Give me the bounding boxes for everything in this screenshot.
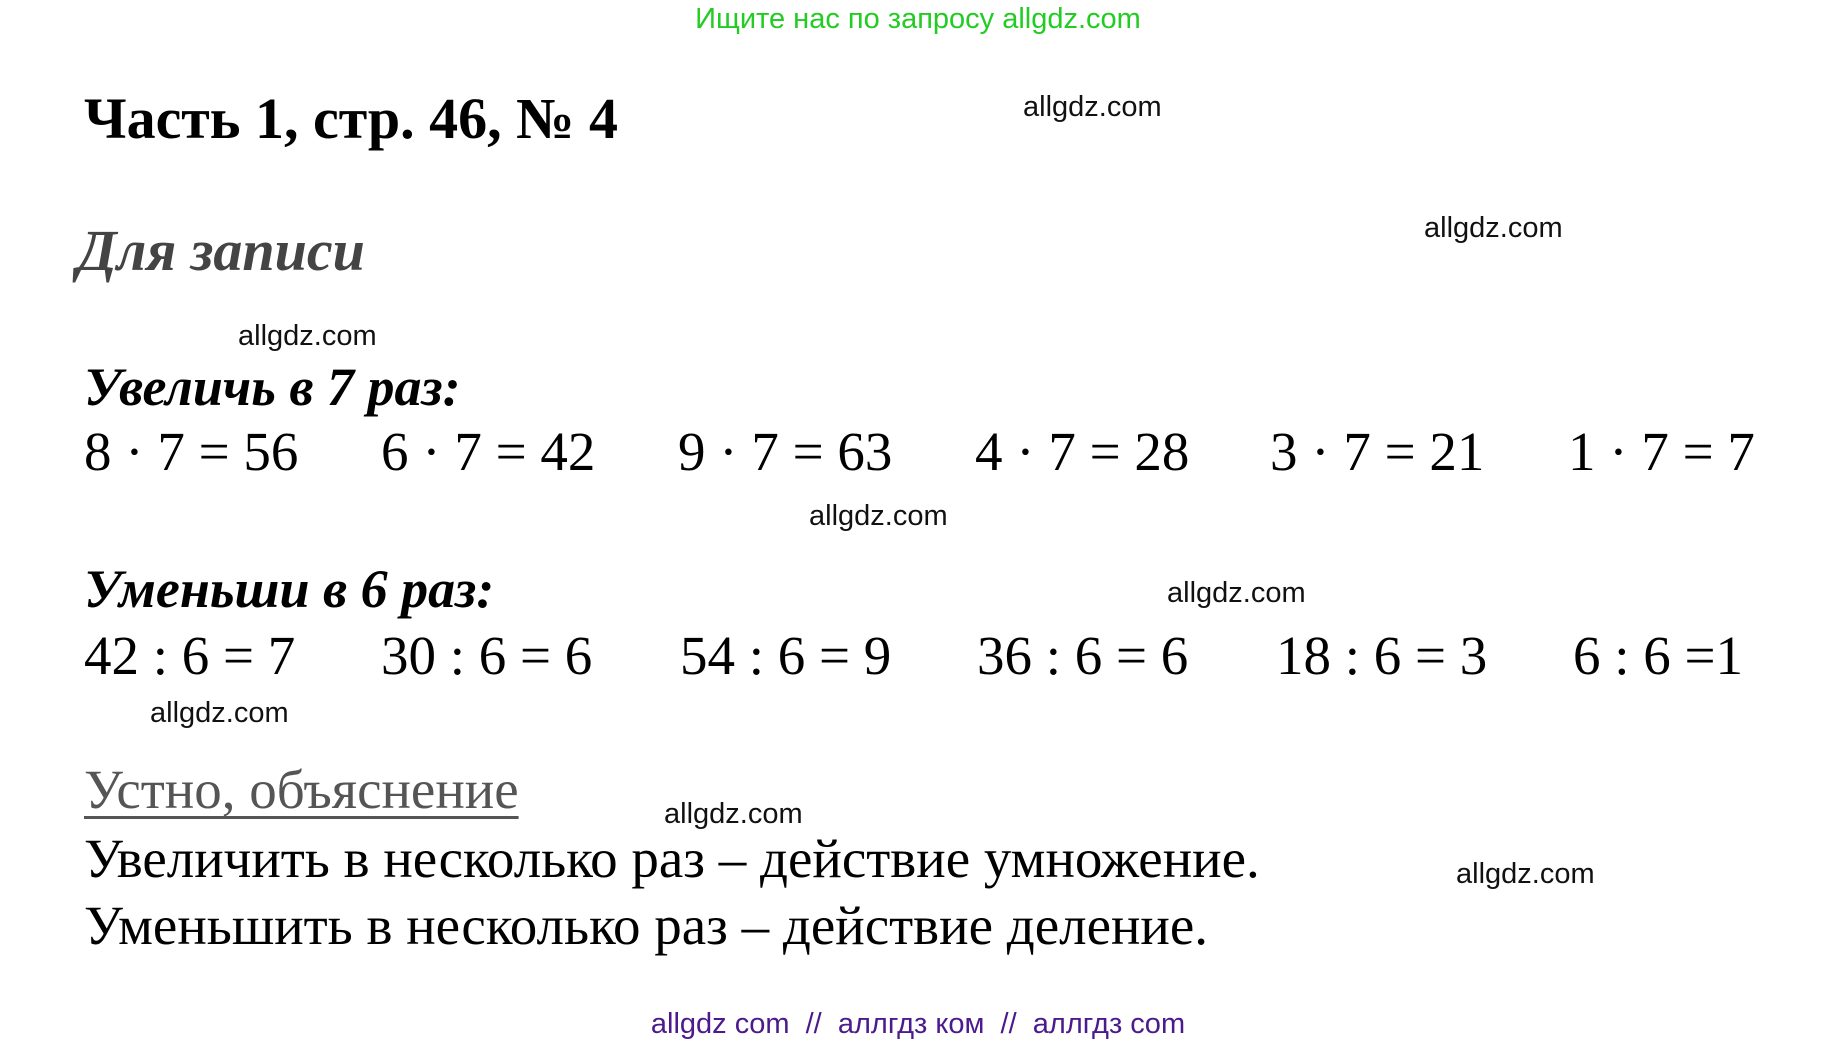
equation: 1 · 7 = 7 <box>1568 421 1755 482</box>
explanation-line: Увеличить в несколько раз – действие умножение. <box>84 828 1260 889</box>
task2-heading: Уменьши в 6 раз: <box>84 559 495 619</box>
explanation-line: Уменьшить в несколько раз – действие деление. <box>84 895 1209 956</box>
equation: 6 · 7 = 42 <box>381 421 596 482</box>
equation: 18 : 6 = 3 <box>1276 625 1488 686</box>
equation: 42 : 6 = 7 <box>84 625 296 686</box>
equation: 9 · 7 = 63 <box>678 421 893 482</box>
watermark: allgdz.com <box>1167 577 1306 609</box>
search-hint: Ищите нас по запросу allgdz.com <box>695 3 1141 35</box>
equation: 3 · 7 = 21 <box>1270 421 1485 482</box>
oral-heading: Устно, объяснение <box>84 759 519 820</box>
watermark: allgdz.com <box>1424 212 1563 244</box>
watermark: allgdz.com <box>809 500 948 532</box>
task1-heading: Увеличь в 7 раз: <box>84 357 461 417</box>
equation: 6 : 6 =1 <box>1573 625 1744 686</box>
watermark: allgdz.com <box>238 320 377 352</box>
section-heading: Для записи <box>77 218 365 283</box>
watermark: allgdz.com <box>1023 91 1162 123</box>
equation: 36 : 6 = 6 <box>977 625 1189 686</box>
equation: 54 : 6 = 9 <box>680 625 892 686</box>
equation: 8 · 7 = 56 <box>84 421 299 482</box>
watermark: allgdz.com <box>664 798 803 830</box>
watermark: allgdz.com <box>1456 858 1595 890</box>
equation: 4 · 7 = 28 <box>975 421 1190 482</box>
footer-watermark: allgdz com // аллгдз ком // аллгдз com <box>650 1008 1186 1040</box>
watermark: allgdz.com <box>150 697 289 729</box>
equation: 30 : 6 = 6 <box>381 625 593 686</box>
page-title: Часть 1, стр. 46, № 4 <box>84 86 618 151</box>
